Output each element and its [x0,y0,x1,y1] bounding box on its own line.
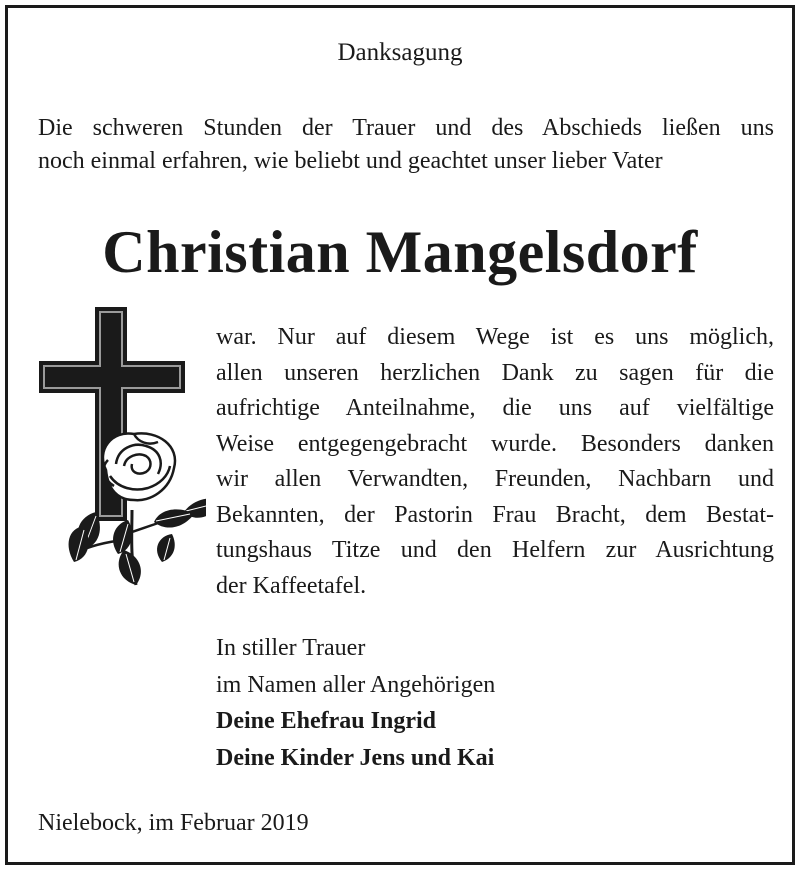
intro-line: Die schweren Stunden der Trauer und des Abschieds ließen uns [38,115,774,141]
body-line: war. Nur auf diesem Wege ist es uns möglich, [216,324,774,350]
intro-paragraph [38,112,774,178]
signoff-block [216,630,495,776]
leaf-icon [154,509,194,527]
signoff-line: In stiller Trauer [216,635,366,661]
body-line: allen unseren herzlichen Dank zu sagen für die [216,359,774,386]
body-line: Bekannten, der Pastorin Frau Bracht, dem Bestat- [216,501,774,528]
signatory: Deine Ehefrau Ingrid [216,708,437,734]
obituary-notice [5,5,795,865]
place-date: Nielebock, im Februar 2019 [38,810,309,836]
body-line: aufrichtige Anteilnahme, die uns auf vielfältige [216,395,774,421]
body-line: der Kaffeetafel. [216,572,367,599]
deceased-name: Christian Mangelsdorf [102,219,698,285]
leaf-icon [157,534,175,562]
notice-heading: Danksagung [337,39,463,66]
cross-with-rose-icon [34,300,206,600]
leaf-icon [113,520,132,554]
intro-line: noch einmal erfahren, wie beliebt und geachtet unser lieber Vater [38,148,663,174]
signatory: Deine Kinder Jens und Kai [216,744,495,771]
leaf-icon [69,526,89,562]
rose-icon [103,433,175,500]
leaf-icon [119,550,141,585]
signoff-line: im Namen aller Angehörigen [216,671,496,698]
body-paragraph [216,320,774,604]
body-line: wir allen Verwandten, Freunden, Nachbarn und [216,466,774,492]
body-line: tungshaus Titze und den Helfern zur Ausrichtung [216,537,774,563]
body-line: Weise entgegengebracht wurde. Besonders danken [216,430,774,457]
